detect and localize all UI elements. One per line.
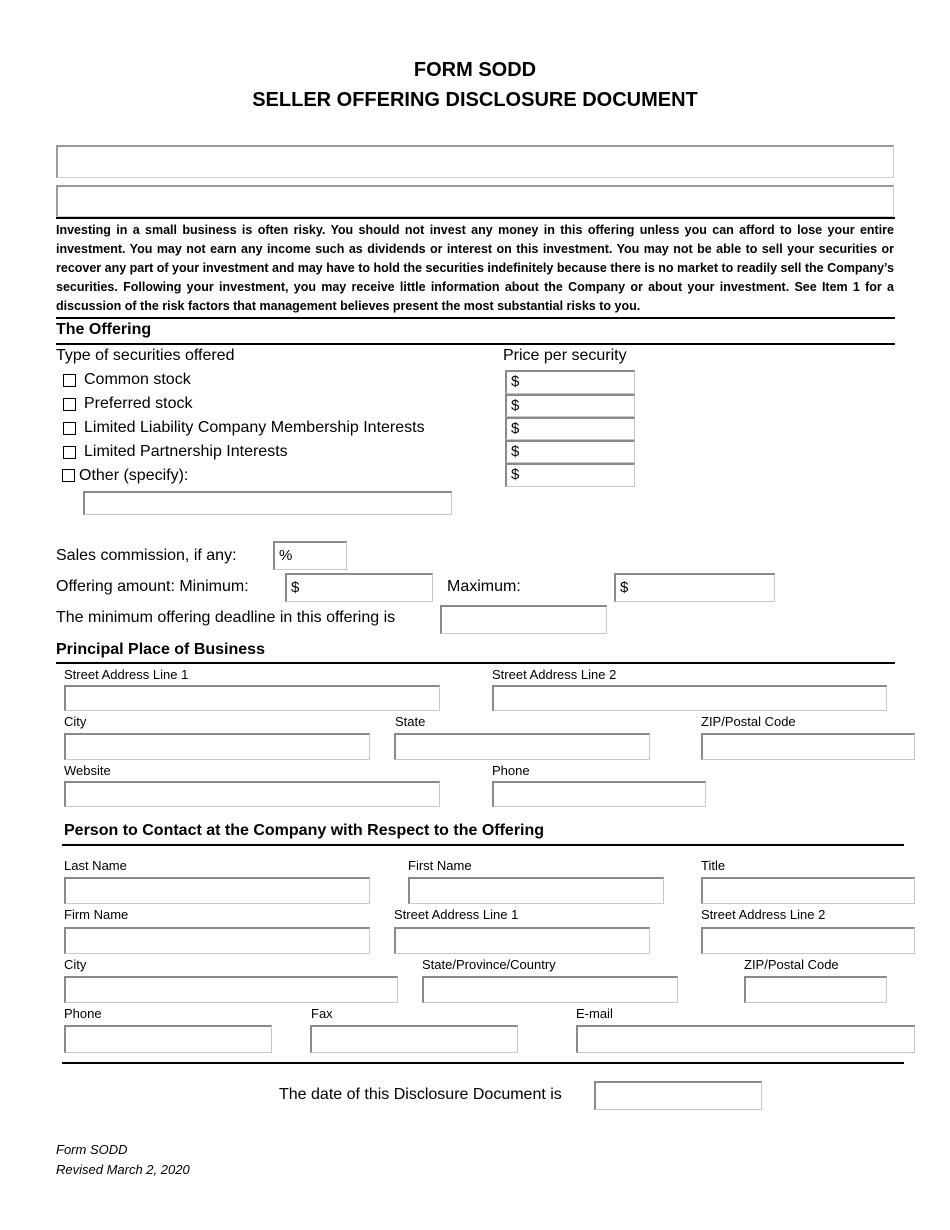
contact-street2-label: Street Address Line 2 [701,907,826,922]
principal-street2-label: Street Address Line 2 [492,667,617,682]
contact-street2-input[interactable] [701,927,915,954]
divider [56,317,895,319]
divider [56,343,895,345]
principal-street1-label: Street Address Line 1 [64,667,189,682]
securities-type-label: Type of securities offered [56,347,235,364]
minimum-amount-label: Offering amount: Minimum: [56,578,249,595]
contact-fax-label: Fax [311,1006,333,1021]
contact-phone-label: Phone [64,1006,102,1021]
company-info-field[interactable] [56,185,894,217]
contact-first-name-label: First Name [408,858,472,873]
price-label: Price per security [503,347,627,364]
other-specify-input[interactable] [83,491,452,515]
contact-fax-input[interactable] [310,1025,518,1053]
currency-symbol: $ [511,443,520,460]
principal-street2-input[interactable] [492,685,887,711]
principal-heading: Principal Place of Business [56,641,265,658]
contact-firm-name-label: Firm Name [64,907,129,922]
principal-website-label: Website [64,763,111,778]
currency-symbol: $ [511,466,520,483]
contact-state-input[interactable] [422,976,678,1003]
contact-zip-input[interactable] [744,976,887,1003]
contact-city-input[interactable] [64,976,398,1003]
divider [62,844,904,846]
price-lp-input[interactable] [505,440,635,463]
principal-zip-label: ZIP/Postal Code [701,714,796,729]
principal-city-label: City [64,714,87,729]
offering-heading: The Offering [56,321,152,338]
risk-warning: Investing in a small business is often risky. You should not invest any money in this offering unless you can afford to lose your entire investment. You may not earn any income such as dividends or interest on this investment. You may not be able to sell your securities or recover any part of your investment and may have to hold the securities indefinitely because there is no market to readily sell the Company’s securities. Following your investment, you may receive little information about the Company or about your investment. See Item 1 for a discussion of the risk factors that management believes present the most substantial risks to you. [56,223,894,313]
contact-street1-label: Street Address Line 1 [394,907,519,922]
lp-interests-checkbox[interactable] [63,446,76,459]
contact-email-input[interactable] [576,1025,915,1053]
currency-symbol: $ [511,420,520,437]
price-llc-input[interactable] [505,417,635,440]
contact-zip-label: ZIP/Postal Code [744,957,839,972]
other-label: Other (specify): [79,467,189,484]
contact-last-name-label: Last Name [64,858,127,873]
footer-revised: Revised March 2, 2020 [56,1162,190,1177]
contact-street1-input[interactable] [394,927,650,954]
contact-firm-name-input[interactable] [64,927,370,954]
llc-interests-label: Limited Liability Company Membership Interests [84,419,425,436]
contact-email-label: E-mail [576,1006,613,1021]
company-name-field[interactable] [56,145,894,178]
commission-input[interactable] [273,541,347,570]
principal-website-input[interactable] [64,781,440,807]
price-preferred-input[interactable] [505,394,635,417]
principal-state-label: State [395,714,426,729]
other-checkbox[interactable] [62,469,75,482]
price-common-input[interactable] [505,370,635,394]
maximum-amount-label: Maximum: [447,578,521,595]
currency-symbol: $ [511,373,520,390]
principal-zip-input[interactable] [701,733,915,760]
currency-symbol: $ [291,579,300,596]
deadline-input[interactable] [440,605,607,634]
deadline-label: The minimum offering deadline in this offering is [56,609,396,626]
currency-symbol: $ [511,397,520,414]
minimum-amount-input[interactable] [285,573,433,602]
preferred-stock-label: Preferred stock [84,395,193,412]
principal-street1-input[interactable] [64,685,440,711]
contact-state-label: State/Province/Country [422,957,556,972]
form-name: FORM SODD [413,59,537,81]
disclosure-date-input[interactable] [594,1081,762,1110]
contact-first-name-input[interactable] [408,877,664,904]
principal-state-input[interactable] [394,733,650,760]
form-title: SELLER OFFERING DISCLOSURE DOCUMENT [252,89,698,111]
commission-label: Sales commission, if any: [56,547,237,564]
maximum-amount-input[interactable] [614,573,775,602]
contact-title-label: Title [701,858,726,873]
divider [62,1062,904,1064]
contact-phone-input[interactable] [64,1025,272,1053]
contact-last-name-input[interactable] [64,877,370,904]
currency-symbol: $ [620,579,629,596]
divider [56,662,895,664]
llc-interests-checkbox[interactable] [63,422,76,435]
footer-form: Form SODD [56,1142,128,1157]
common-stock-label: Common stock [84,371,191,388]
divider [56,217,895,219]
price-other-input[interactable] [505,463,635,487]
lp-interests-label: Limited Partnership Interests [84,443,288,460]
principal-city-input[interactable] [64,733,370,760]
contact-city-label: City [64,957,87,972]
contact-title-input[interactable] [701,877,915,904]
preferred-stock-checkbox[interactable] [63,398,76,411]
common-stock-checkbox[interactable] [63,374,76,387]
percent-symbol: % [279,547,293,564]
disclosure-date-label: The date of this Disclosure Document is [279,1086,562,1103]
contact-heading: Person to Contact at the Company with Respect to the Offering [64,822,545,839]
principal-phone-input[interactable] [492,781,706,807]
principal-phone-label: Phone [492,763,530,778]
